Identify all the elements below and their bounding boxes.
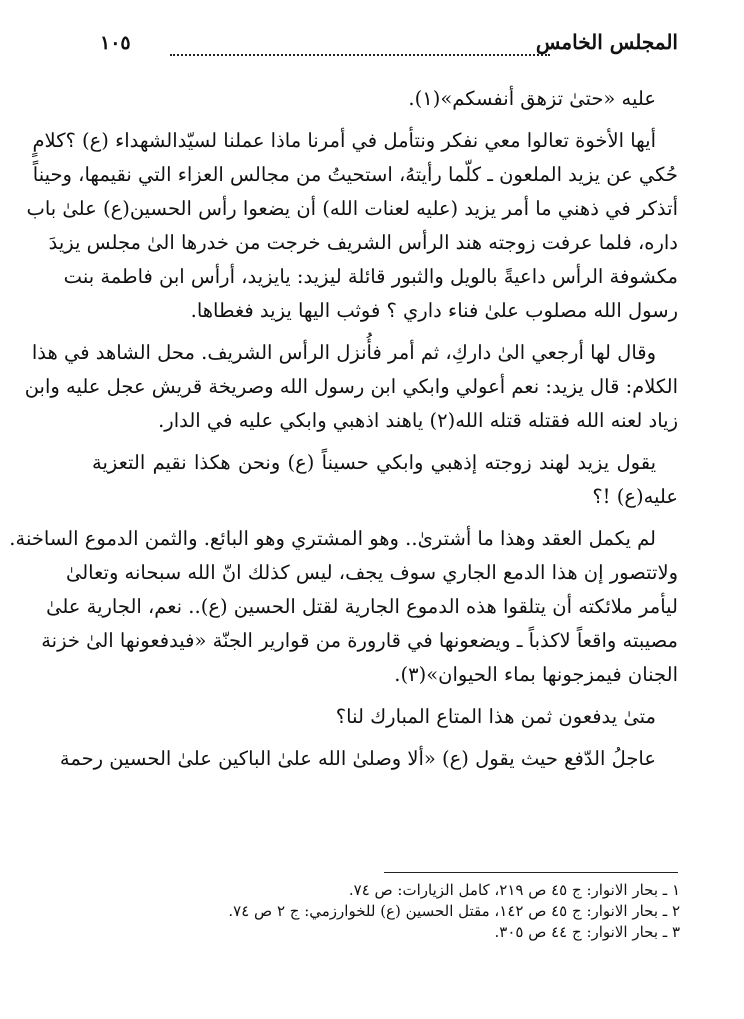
chapter-title: المجلس الخامس: [535, 30, 678, 54]
text-line: أتذكر في ذهني ما أمر يزيد (عليه لعنات الله) أن يضعوا رأس الحسين(ع) علىٰ باب: [26, 197, 678, 220]
text-line: ليأمر ملائكته أن يتلقوا هذه الدموع الجارية لقتل الحسين (ع).. نعم، الجارية علىٰ: [46, 595, 678, 618]
text-line: حُكي عن يزيد الملعون ـ كلّما رأيتهُ، استحيتُ من مجالس العزاء التي نقيمها، وحيناً: [32, 163, 678, 186]
footnote: ٢ ـ بحار الانوار: ج ٤٥ ص ١٤٢، مقتل الحسين (ع) للخوارزمي: ج ٢ ص ٧٤.: [228, 902, 680, 920]
text-line: ولاتتصور إن هذا الدمع الجاري سوف يجف، ليس كذلك انّ الله سبحانه وتعالىٰ: [65, 561, 678, 584]
text-line: متىٰ يدفعون ثمن هذا المتاع المبارك لنا؟: [335, 705, 656, 728]
page-number: ١٠٥: [100, 32, 131, 54]
text-line: داره، فلما عرفت زوجته هند الرأس الشريف خرجت من خدرها الىٰ مجلس يزيدَ: [48, 231, 678, 254]
text-line: عليه «حتىٰ تزهق أنفسكم»(١).: [408, 87, 656, 110]
text-line: زياد لعنه الله فقتله قتله الله(٢) ياهند اذهبي وابكي عليه في الدار.: [158, 409, 678, 432]
paragraph: [24, 336, 678, 438]
paragraph: [26, 124, 678, 328]
paragraph: [92, 82, 678, 116]
text-line: الجنان فيمزجونها بماء الحيوان»(٣).: [394, 663, 678, 686]
footnote-separator: [384, 872, 678, 873]
text-line: مصيبته واقعاً لاكذباً ـ ويضعونها في قارورة من قوارير الجنّة «فيدفعونها الىٰ خزنة: [41, 629, 678, 652]
footnote: ٣ ـ بحار الانوار: ج ٤٤ ص ٣٠٥.: [494, 923, 680, 941]
text-line: عاجلُ الدّفع حيث يقول (ع) «ألا وصلىٰ الله علىٰ الباكين علىٰ الحسين رحمة: [59, 747, 656, 770]
paragraph: [92, 446, 678, 514]
text-line: الكلام: قال يزيد: نعم أعولي وابكي ابن رسول الله وصريخة قريش عجل عليه وابن: [24, 375, 678, 398]
running-header: [100, 30, 678, 66]
text-line: يقول يزيد لهند زوجته إذهبي وابكي حسيناً (ع) ونحن هكذا نقيم التعزية: [92, 451, 656, 474]
paragraph: [59, 742, 678, 776]
text-line: لم يكمل العقد وهذا ما أشترىٰ.. وهو المشتري وهو البائع. والثمن الدموع الساخنة.: [9, 527, 656, 550]
text-line: وقال لها أرجعي الىٰ داركِ، ثم أمر فأُنزل الرأس الشريف. محل الشاهد في هذا: [31, 341, 656, 364]
text-line: عليه(ع) !؟: [592, 485, 678, 508]
text-line: مكشوفة الرأس داعيةً بالويل والثبور قائلة ليزيد: يايزيد، أرأس ابن فاطمة بنت: [63, 265, 678, 288]
text-line: رسول الله مصلوب علىٰ فناء داري ؟ فوثب اليها يزيد فغطاها.: [190, 299, 678, 322]
footnotes: [140, 880, 680, 943]
text-line: أيها الأخوة تعالوا معي نفكر ونتأمل في أمرنا ماذا عملنا لسيّدالشهداء (ع) ؟كلامٍ: [32, 129, 656, 152]
paragraph: [92, 700, 678, 734]
footnote: ١ ـ بحار الانوار: ج ٤٥ ص ٢١٩، كامل الزيارات: ص ٧٤.: [348, 881, 680, 899]
paragraph: [9, 522, 678, 692]
body-text: [9, 82, 678, 784]
leader-dots: [170, 34, 550, 56]
